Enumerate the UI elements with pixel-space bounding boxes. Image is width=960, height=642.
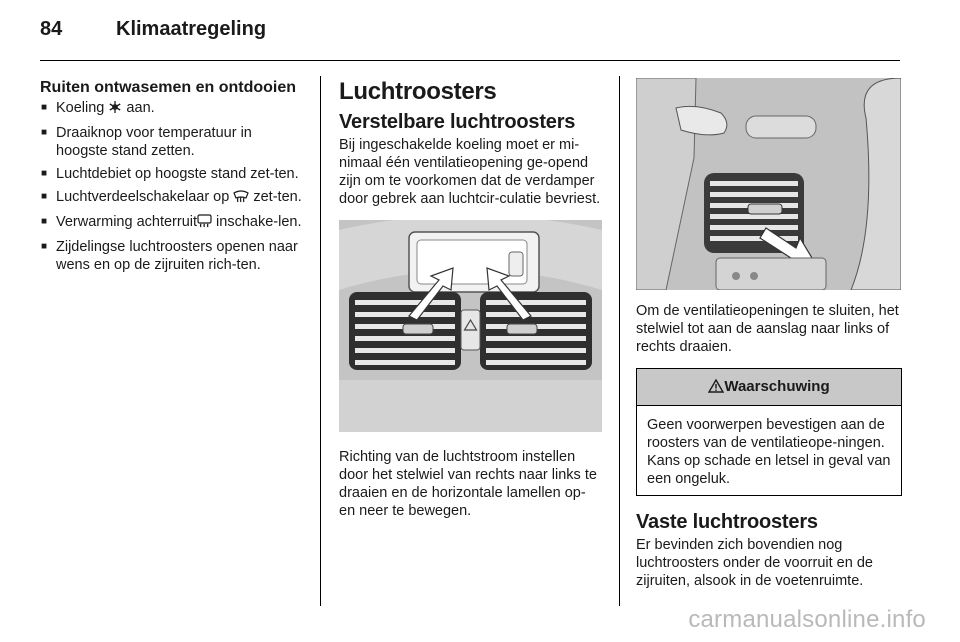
- section-title-vents: Luchtroosters: [339, 78, 497, 105]
- defrost-steps: [40, 99, 305, 274]
- column-divider-2: [619, 76, 620, 606]
- warning-box: [636, 368, 902, 496]
- column-side-vents: [636, 78, 902, 590]
- list-item: ■ Zijdelingse luchtroosters openen naar wens en op de zijruiten rich-ten.: [40, 238, 305, 274]
- list-item: ■ Koeling aan.: [40, 99, 305, 119]
- center-vents-illustration: [339, 220, 602, 432]
- warning-text: Geen voorwerpen bevestigen aan de roosters van de ventilatieope-ningen. Kans op schade en letsel in geval van een ongeluk.: [647, 417, 891, 487]
- side-vent-caption: Om de ventilatieopeningen te sluiten, het stelwiel tot aan de aanslag naar links of rechts draaien.: [636, 303, 899, 355]
- adjustable-intro: Bij ingeschakelde koeling moet er mi-nimaal één ventilatieopening ge-opend zijn om te voorkomen dat de verdamper door gebrek aan luchtcir-culatie bevriest.: [339, 137, 601, 207]
- column-defrost: [40, 78, 305, 279]
- watermark: carmanualsonline.info: [688, 606, 926, 633]
- running-title: Klimaatregeling: [116, 18, 267, 40]
- fixed-vents-text: Er bevinden zich bovendien nog luchtroosters onder de voorruit en de zijruiten, alsook in de voetenruimte.: [636, 537, 873, 589]
- snowflake-icon: [108, 100, 122, 119]
- warning-title: Waarschuwing: [724, 378, 830, 395]
- page-number: 84: [40, 18, 63, 40]
- list-item: ■ Verwarming achterruit inschake-len.: [40, 213, 305, 233]
- warning-triangle-icon: [708, 371, 724, 407]
- subsection-fixed-vents: Vaste luchtroosters: [636, 511, 818, 533]
- windshield-defrost-icon: [233, 189, 249, 208]
- page-header: [40, 18, 920, 58]
- side-vent-illustration: [636, 78, 901, 290]
- list-item: ■ Draaiknop voor temperatuur in hoogste stand zetten.: [40, 124, 305, 160]
- rear-window-heat-icon: [197, 214, 212, 233]
- column-vents: [339, 78, 602, 520]
- list-item: ■ Luchtdebiet op hoogste stand zet-ten.: [40, 165, 305, 183]
- adjustable-caption: Richting van de luchtstroom instellen door het stelwiel van rechts naar links te draaien en de horizontale lamellen op- en neer te bewegen.: [339, 449, 597, 519]
- defrost-title: Ruiten ontwasemen en ontdooien: [40, 79, 297, 96]
- warning-header: [637, 369, 901, 406]
- list-item: ■ Luchtverdeelschakelaar op zet-ten.: [40, 188, 305, 208]
- column-divider-1: [320, 76, 321, 606]
- header-rule: [40, 60, 900, 61]
- subsection-adjustable: Verstelbare luchtroosters: [339, 111, 576, 133]
